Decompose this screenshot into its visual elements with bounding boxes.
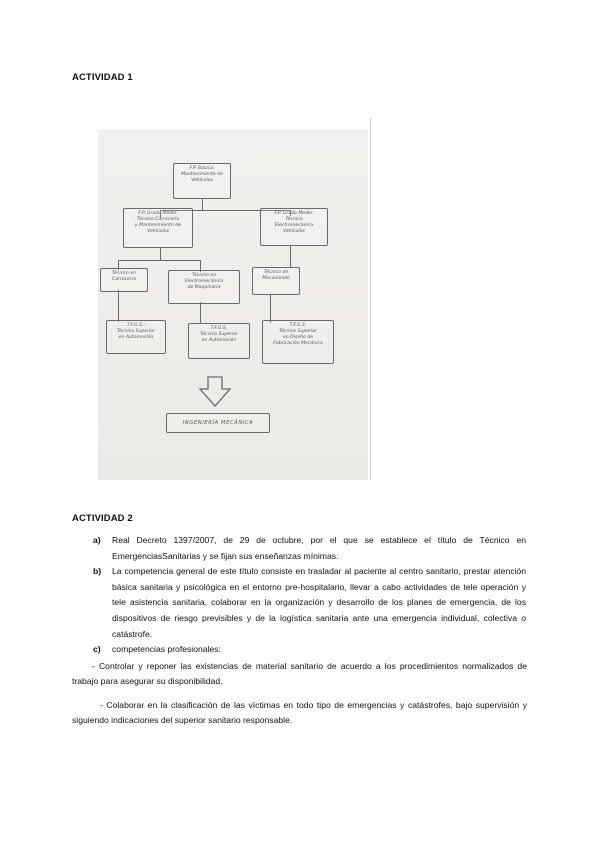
list-item-text: La competencia general de este título consiste en trasladar al paciente al centro sanitario, prestar atención básica sanitaria y psicológica en el entorno pre-hospitalario, llevar a cabo actividades de tele operación y tele asistencia sanitaria, colaborar en la organización y desarrollo de los planes de emergencia, de los dispositivos de riesgo previsibles y de la logística sanitaria ante una emergencia individual, colectiva o catástrofe.	[112, 566, 526, 639]
connector	[290, 246, 291, 268]
node-text: Vehículos	[283, 229, 305, 234]
connector	[118, 290, 119, 322]
node-fp-grado-medio-carroceria	[123, 208, 193, 248]
node-tfgs-automocion-1	[106, 320, 166, 354]
competencia-paragraph: - Colaborar en la clasificación de las víctimas en todo tipo de emergencias y catástrofes, bajo supervisión y siguiendo indicaciones del superior sanitario responsable.	[72, 700, 527, 726]
list-item	[93, 642, 526, 658]
node-tecnico-mecanizado	[252, 267, 300, 295]
node-fp-basica	[173, 163, 231, 199]
connector	[202, 198, 203, 210]
connector	[270, 295, 271, 323]
node-text: F.P. Grado Medio:	[138, 211, 178, 216]
node-text: Mantenimiento de	[181, 172, 223, 177]
node-text: T.F.G.S.	[289, 323, 307, 328]
node-text: Mecanizado	[262, 276, 290, 281]
actividad-2-list	[93, 533, 526, 658]
actividad-1-heading: ACTIVIDAD 1	[72, 72, 133, 83]
node-tecnico-carroceria	[100, 268, 148, 292]
node-tfgs-automocion-2	[188, 323, 250, 359]
connector	[160, 248, 161, 260]
node-text: Fabricación Mecánica	[273, 341, 323, 346]
node-text: Técnico	[285, 217, 303, 222]
hand-drawn-diagram-photo	[98, 130, 368, 480]
list-item-text: competencias profesionales:	[112, 644, 221, 655]
node-text: y Mantenimiento de	[135, 223, 181, 228]
list-item	[93, 564, 526, 642]
node-text: de Maquinaria	[187, 285, 221, 290]
node-text: en Diseño de	[282, 335, 314, 340]
node-text: F.P. Básica:	[189, 166, 215, 171]
list-marker: b)	[93, 566, 102, 577]
competencia-paragraph: - Controlar y reponer las existencias de material sanitario de acuerdo a los procedimientos normalizados de trabajo para asegurar su disponibilidad.	[72, 661, 527, 687]
list-marker: a)	[93, 535, 101, 545]
node-text: INGENIERÍA MECÁNICA	[182, 420, 254, 426]
node-text: Técnico de	[263, 270, 289, 275]
node-text: en Automoción	[118, 335, 154, 340]
node-text: Técnico Carrocería	[136, 217, 180, 222]
actividad-2-heading: ACTIVIDAD 2	[72, 513, 133, 524]
node-ingenieria-mecanica	[166, 413, 270, 433]
node-text: Técnico en	[191, 273, 217, 278]
node-text: Electromecánica	[184, 279, 224, 284]
connector	[200, 302, 201, 324]
node-text: Electromecánica	[274, 223, 314, 228]
node-text: T.F.G.S.	[210, 326, 228, 331]
node-text: T.F.G.S.:	[126, 323, 146, 328]
node-text: Técnico en	[111, 271, 137, 276]
list-item-text: Real Decreto 1397/2007, de 29 de octubre, por el que se establece el título de Técnico en EmergenciasSanitarias y se fijan sus enseñanzas mínimas.	[112, 535, 526, 561]
list-marker: c)	[93, 644, 101, 655]
down-arrow-icon	[198, 376, 232, 408]
node-fp-grado-medio-electromecanica	[260, 208, 328, 246]
node-text: Vehículos	[191, 178, 213, 183]
node-tfgs-diseno-fabricacion	[262, 320, 334, 364]
connector	[118, 260, 200, 261]
node-text: Carrocería	[112, 277, 136, 282]
photo-edge-line	[370, 118, 371, 480]
node-text: Técnico Superior	[278, 329, 317, 334]
node-tecnico-electromecanica-maquinaria	[168, 270, 240, 304]
node-text: Vehículos	[147, 229, 169, 234]
node-text: Técnico Superior	[199, 332, 238, 337]
node-text: en Automoción	[201, 338, 237, 343]
list-item	[93, 533, 526, 564]
node-text: Técnico Superior	[116, 329, 155, 334]
node-text: F.P. Grado Medio:	[274, 211, 314, 216]
